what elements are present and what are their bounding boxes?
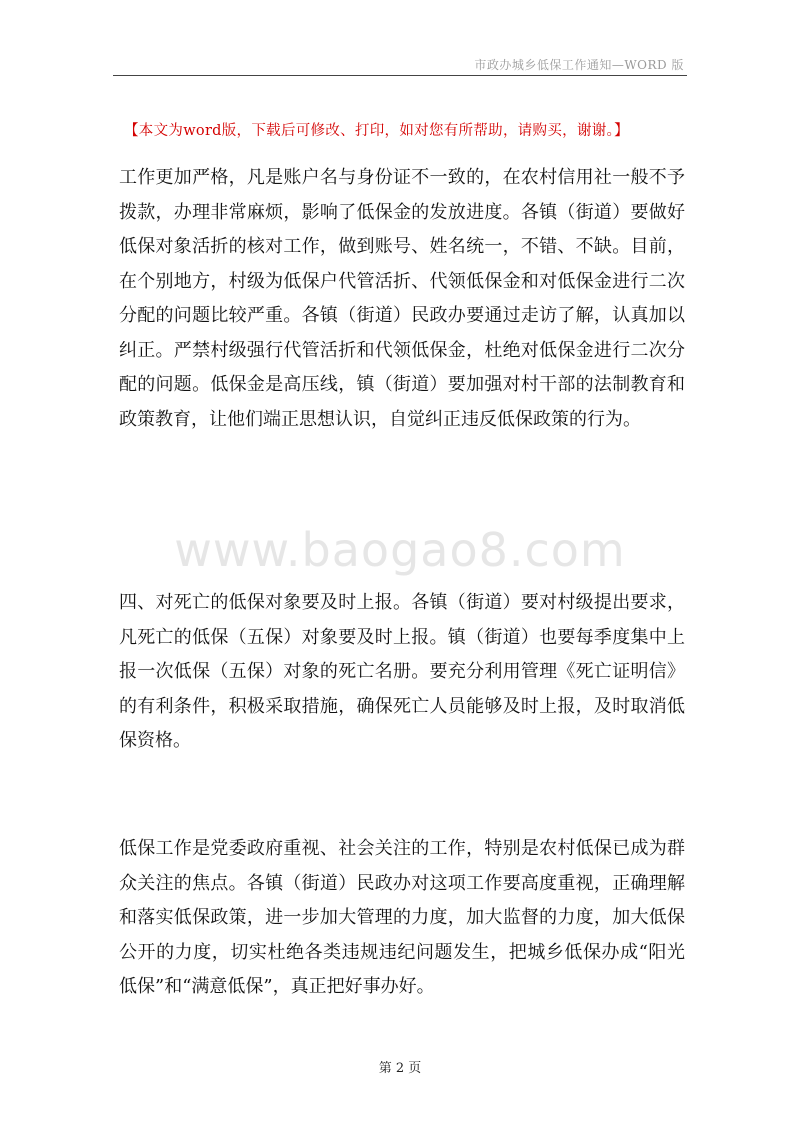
document-header-title: 市政办城乡低保工作通知—WORD 版 — [474, 58, 684, 72]
page-number: 第 2 页 — [378, 1061, 422, 1076]
body-paragraph-2: 四、对死亡的低保对象要及时上报。各镇（街道）要对村级提出要求，凡死亡的低保（五保）对象要及时上报。镇（街道）也要每季度集中上报一次低保（五保）对象的死亡名册。要充分利用管理《死亡证明信》的有利条件，积极采取措施，确保死亡人员能够及时上报，及时取消低保资格。 — [119, 592, 685, 751]
header-divider — [113, 75, 687, 76]
body-paragraph-1: 工作更加严格，凡是账户名与身份证不一致的，在农村信用社一般不予拨款，办理非常麻烦，影响了低保金的发放进度。各镇（街道）要做好低保对象活折的核对工作，做到账号、姓名统一，不错、不缺。目前，在个别地方，村级为低保户代管活折、代领低保金和对低保金进行二次分配的问题比较严重。各镇（街道）民政办要通过走访了解，认真加以纠正。严禁村级强行代管活折和代领低保金，杜绝对低保金进行二次分配的问题。低保金是高压线，镇（街道）要加强对村干部的法制教育和政策教育，让他们端正思想认识，自觉纠正违反低保政策的行为。 — [119, 167, 685, 430]
site-watermark: www.baogao8.com — [174, 523, 626, 577]
body-paragraph-3: 低保工作是党委政府重视、社会关注的工作，特别是农村低保已成为群众关注的焦点。各镇（街道）民政办对这项工作要高度重视，正确理解和落实低保政策，进一步加大管理的力度，加大监督的力度，加大低保公开的力度，切实杜绝各类违规违纪问题发生，把城乡低保办成“阳光低保”和“满意低保”，真正把好事办好。 — [119, 838, 685, 997]
download-notice: 【本文为word版，下载后可修改、打印，如对您有所帮助，请购买，谢谢。】 — [124, 123, 629, 139]
